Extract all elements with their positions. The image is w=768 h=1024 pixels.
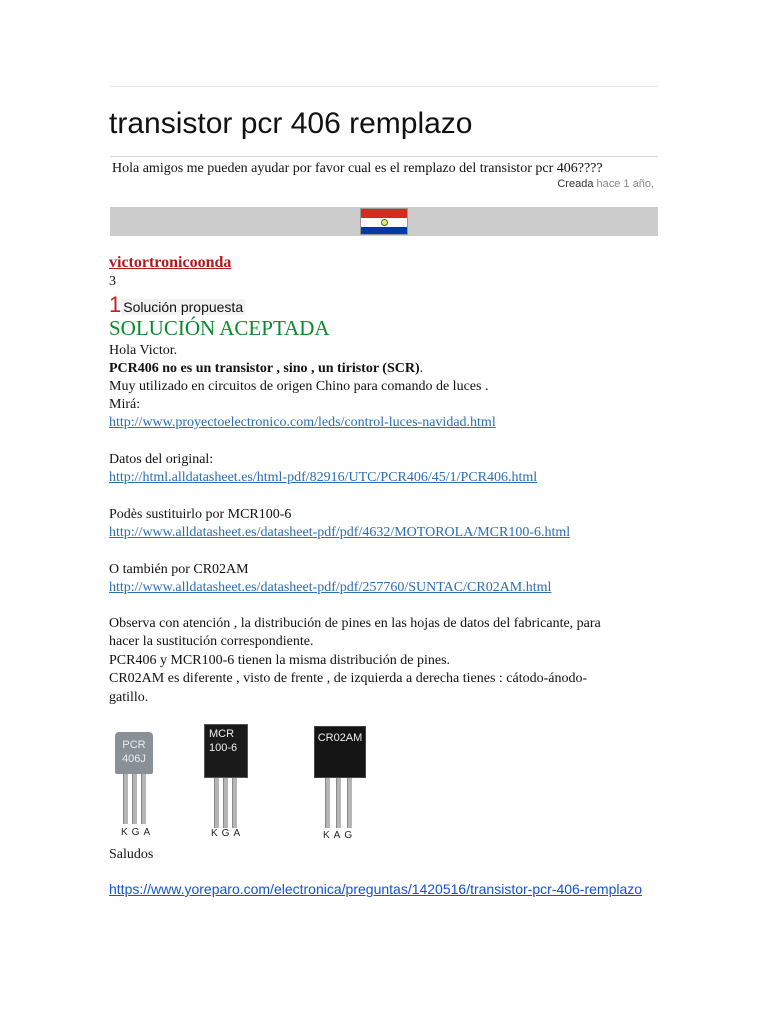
cr02am-pin-labels: KAG: [323, 830, 357, 841]
mcr100-marking: MCR 100-6: [204, 724, 248, 778]
flag-bar: [110, 207, 658, 236]
note-line-1: Observa con atención , la distribución de pines en las hojas de datos del fabricante, para: [109, 616, 601, 631]
question-meta: [557, 178, 654, 190]
question-box: [110, 156, 658, 200]
pcr406-pin-labels: KGA: [121, 827, 155, 838]
answer-scr-note: PCR406 no es un transistor , sino , un tiristor (SCR).: [109, 361, 424, 376]
alternative-label: O también por CR02AM: [109, 562, 249, 577]
pcr406-marking: PCR 406J: [115, 732, 153, 774]
answer-look: Mirá:: [109, 397, 141, 412]
link-proyectoelectronico[interactable]: http://www.proyectoelectronico.com/leds/control-luces-navidad.html: [109, 415, 496, 430]
note-line-2: hacer la sustitución correspondiente.: [109, 634, 314, 649]
pcr406-component-image: [109, 732, 169, 842]
answer-greeting: Hola Victor.: [109, 343, 178, 358]
cr02am-component-image: [314, 726, 374, 846]
substitute-label: Podès sustituirlo por MCR100-6: [109, 507, 292, 522]
mcr100-component-image: [204, 724, 264, 844]
note-line-4: CR02AM es diferente , visto de frente , de izquierda a derecha tienes : cátodo-ánodo-: [109, 671, 588, 686]
proposed-count: 1: [109, 292, 122, 317]
reference-url-link[interactable]: https://www.yoreparo.com/electronica/preguntas/1420516/transistor-pcr-406-remplazo: [109, 881, 643, 897]
proposed-label: Solución propuesta: [123, 299, 244, 315]
original-label: Datos del original:: [109, 452, 214, 467]
note-line-5: gatillo.: [109, 690, 149, 705]
answer-usage: Muy utilizado en circuitos de origen Chino para comando de luces .: [109, 379, 489, 394]
accepted-solution-label: SOLUCIÓN ACEPTADA: [109, 316, 330, 340]
created-label: Creada: [557, 178, 594, 190]
answer-farewell: Saludos: [109, 847, 154, 862]
created-ago: hace 1 año,: [596, 178, 654, 190]
page-title: transistor pcr 406 remplazo: [109, 107, 473, 140]
link-cr02am-datasheet[interactable]: http://www.alldatasheet.es/datasheet-pdf/pdf/257760/SUNTAC/CR02AM.html: [109, 580, 552, 595]
paraguay-flag-icon: [360, 208, 408, 235]
mcr100-pin-labels: KGA: [211, 828, 245, 839]
user-score: 3: [109, 274, 116, 289]
answer-username-link[interactable]: victortronicoonda: [109, 254, 232, 271]
component-photos: [109, 720, 389, 845]
link-mcr100-datasheet[interactable]: http://www.alldatasheet.es/datasheet-pdf/pdf/4632/MOTOROLA/MCR100-6.html: [109, 525, 571, 540]
question-text: Hola amigos me pueden ayudar por favor cual es el remplazo del transistor pcr 406????: [112, 161, 603, 176]
link-pcr406-datasheet[interactable]: http://html.alldatasheet.es/html-pdf/82916/UTC/PCR406/45/1/PCR406.html: [109, 470, 538, 485]
top-divider: [110, 86, 658, 87]
note-line-3: PCR406 y MCR100-6 tienen la misma distribución de pines.: [109, 653, 451, 668]
cr02am-marking: CR02AM: [314, 726, 366, 778]
proposed-solution: [109, 292, 245, 318]
